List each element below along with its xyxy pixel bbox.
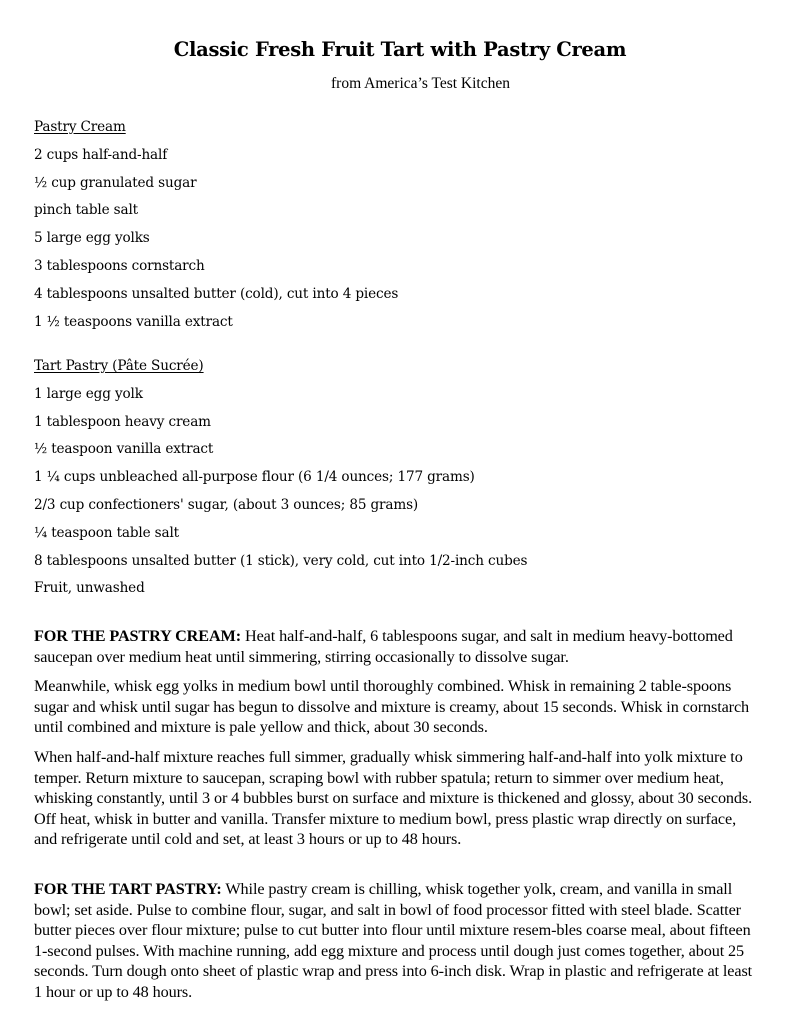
step-text: When half-and-half mixture reaches full simmer, gradually whisk simmering half-and-half into yolk mixture to temper. Return mixture to saucepan, scraping bowl with rubber spatula; return to simmer over medium heat, whisking constantly, until 3 or 4 bubbles burst on surface and mixture is thickened and glossy, about 30 seconds. Off heat, whisk in butter and vanilla. Transfer mixture to medium bowl, press plastic wrap directly on surface, and refrigerate until cold and set, at least 3 hours or up to 48 hours.: [34, 748, 753, 848]
recipe-source: from America’s Test Kitchen: [331, 75, 510, 92]
ingredient-item: 8 tablespoons unsalted butter (1 stick), very cold, cut into 1/2-inch cubes: [34, 552, 528, 569]
ingredient-item: 1 large egg yolk: [34, 385, 143, 402]
ingredient-item: ½ cup granulated sugar: [34, 174, 197, 191]
ingredient-item: 1 tablespoon heavy cream: [34, 413, 211, 430]
ingredient-item: 1 ½ teaspoons vanilla extract: [34, 313, 233, 330]
ingredient-item: pinch table salt: [34, 202, 138, 219]
recipe-title: Classic Fresh Fruit Tart with Pastry Cream: [173, 38, 627, 61]
ingredient-item: 3 tablespoons cornstarch: [34, 257, 205, 274]
ingredient-item: ¼ teaspoon table salt: [34, 524, 179, 541]
method-step: [34, 676, 762, 738]
ingredient-item: ½ teaspoon vanilla extract: [34, 441, 214, 458]
step-text: Meanwhile, whisk egg yolks in medium bowl until thoroughly combined. Whisk in remaining 2 table-spoons sugar and whisk until sugar has begun to dissolve and mixture is creamy, about 15 seconds. Whisk in cornstarch until combined and mixture is pale yellow and thick, about 30 seconds.: [34, 677, 750, 736]
ingredient-item: 2/3 cup confectioners' sugar, (about 3 ounces; 85 grams): [34, 496, 419, 513]
method-step-tart-pastry: [34, 879, 762, 1002]
tart-pastry-heading: Tart Pastry (Pâte Sucrée): [34, 358, 204, 374]
step-text: While pastry cream is chilling, whisk together yolk, cream, and vanilla in small bowl; set aside. Pulse to combine flour, sugar, and salt in bowl of food processor fitted with steel blade. Scatter butter pieces over flour mixture; pulse to cut butter into flour until mixture resem-bles coarse meal, about fifteen 1-second pulses. With machine running, add egg mixture and process until dough just comes together, about 25 seconds. Turn dough onto sheet of plastic wrap and press into 6-inch disk. Wrap in plastic and refrigerate at least 1 hour or up to 48 hours.: [34, 880, 753, 1001]
tart-pastry-ingredients: [34, 353, 527, 603]
tart-pastry-ingredient-list: [34, 381, 527, 603]
method-step-pastry-cream: [34, 626, 762, 667]
ingredient-item: 4 tablespoons unsalted butter (cold), cut into 4 pieces: [34, 285, 399, 302]
ingredient-item: 2 cups half-and-half: [34, 146, 168, 163]
method-step: [34, 747, 762, 850]
ingredient-item: 1 ¼ cups unbleached all-purpose flour (6 1/4 ounces; 177 grams): [34, 469, 475, 486]
step-lead: FOR THE TART PASTRY:: [34, 880, 222, 898]
step-text: Heat half-and-half, 6 tablespoons sugar, and salt in medium heavy-bottomed saucepan over medium heat until simmering, stirring occasionally to dissolve sugar.: [34, 627, 733, 666]
pastry-cream-heading: Pastry Cream: [34, 119, 126, 135]
ingredient-item: Fruit, unwashed: [34, 580, 145, 597]
ingredient-item: 5 large egg yolks: [34, 230, 150, 247]
pastry-cream-ingredient-list: [34, 142, 398, 337]
step-lead: FOR THE PASTRY CREAM:: [34, 627, 242, 645]
pastry-cream-ingredients: [34, 114, 398, 336]
